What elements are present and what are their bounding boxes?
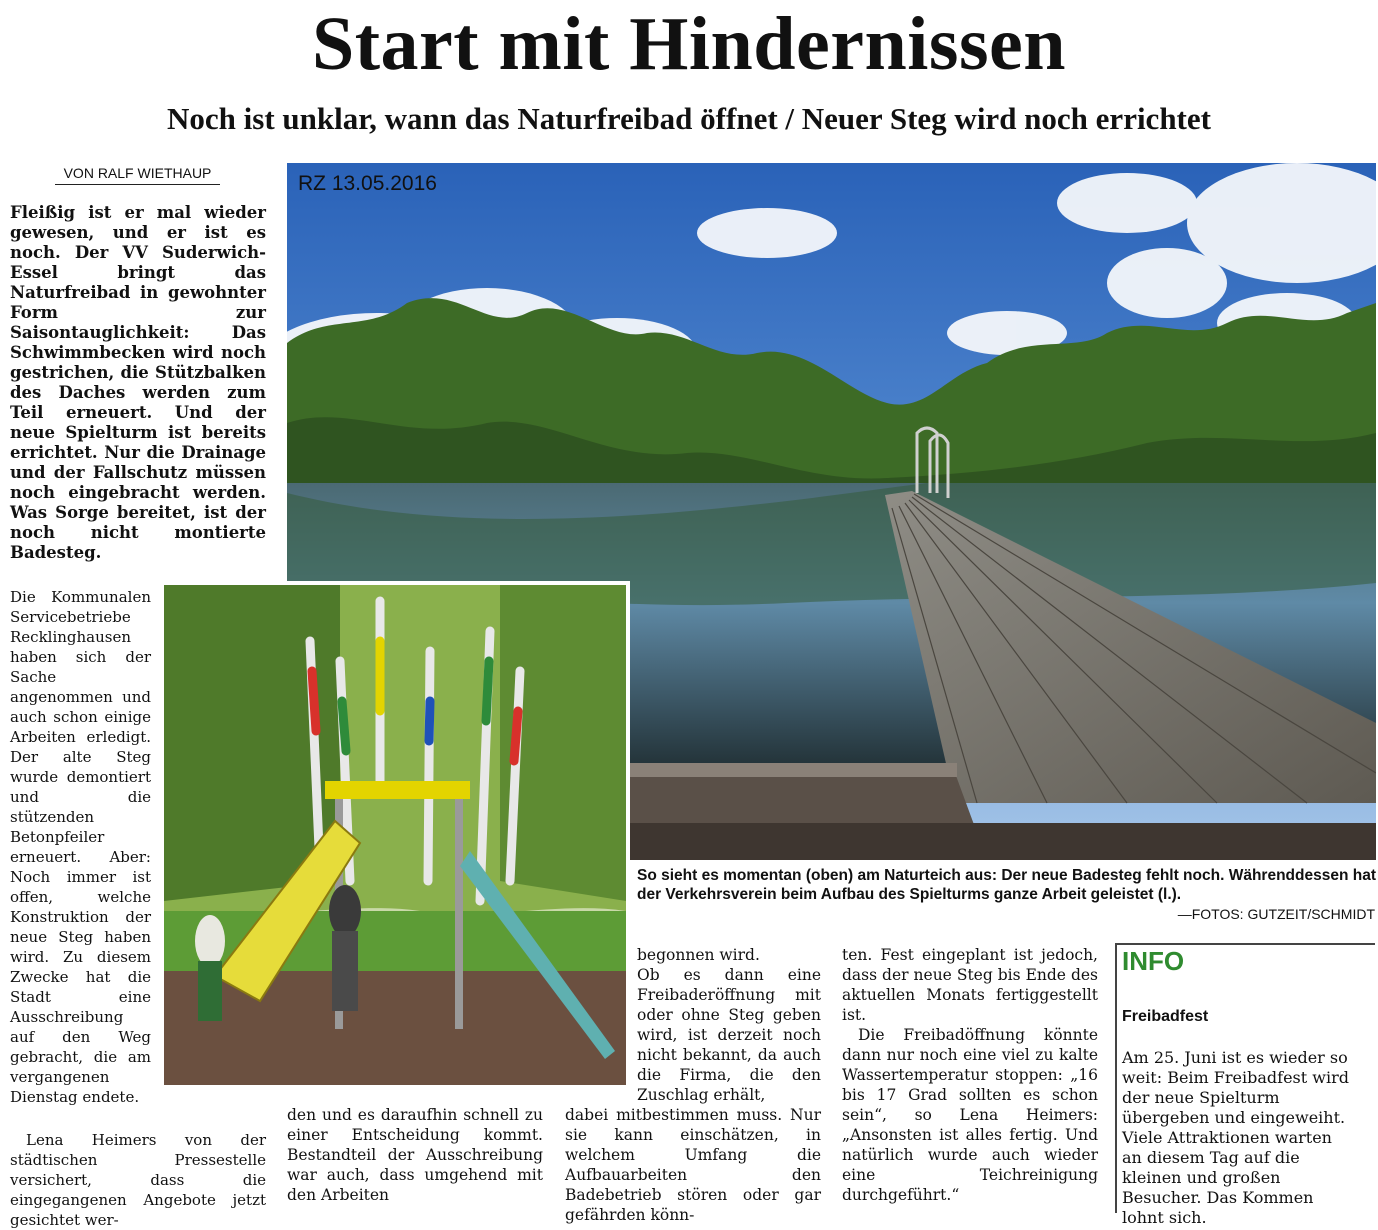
article-lead: Fleißig ist er mal wieder gewesen, und er ist es noch. Der VV Suderwich-Essel bringt das Naturfreibad in gewohnter Form zur Saisontauglichkeit: Das Schwimmbecken wird noch gestrichen, die Stützbalken des Daches werden zum Teil erneuert. Und der neue Spielturm ist bereits errichtet. Nur die Drainage und der Fallschutz müssen noch eingebracht werden. Was Sorge bereitet, ist der noch nicht montierte Badesteg. — [10, 203, 266, 562]
info-box-subtitle: Freibadfest — [1122, 1008, 1209, 1025]
photo-date-stamp: RZ 13.05.2016 — [298, 172, 437, 195]
paragraph: Ob es dann eine Freibaderöffnung mit oder ohne Steg geben wird, ist derzeit noch nicht bekannt, da auch die Firma, die den Zuschlag erhält, — [637, 966, 821, 1104]
info-box-body: Am 25. Juni ist es wieder so weit: Beim Freibadfest wird der neue Spielturm übergeben und eingeweiht. Viele Attraktionen warten an diesem Tag auf die kleinen und großen Besucher. Das Kommen lohnt sich. — [1122, 1048, 1349, 1227]
photo-credit: —FOTOS: GUTZEIT/SCHMIDT — [1177, 906, 1375, 922]
article-column-2: den und es daraufhin schnell zu einer Entscheidung kommt. Bestandteil der Ausschreibung war auch, dass umgehend mit den Arbeiten — [287, 1106, 543, 1204]
paragraph: Die Freibadöffnung könnte dann nur noch eine viel zu kalte Wassertemperatur stoppen: „16 bis 17 Grad sollten es schon sein“, so Lena Heimers: „Ansonsten ist alles fertig. Und natürlich wurde auch wieder eine Teichreinigung durchgeführt.“ — [842, 1026, 1098, 1204]
paragraph: Lena Heimers von der städtischen Pressestelle versichert, dass die eingegangenen Angebote jetzt gesichtet wer- — [10, 1131, 266, 1229]
byline: VON RALF WIETHAUP — [55, 163, 220, 185]
info-box-title: INFO — [1122, 946, 1185, 976]
article-column-5 — [842, 945, 1098, 1205]
inset-photo-play-tower — [160, 581, 630, 1089]
photo-caption: So sieht es momentan (oben) am Naturteich aus: Der neue Badesteg fehlt noch. Währenddessen hat der Verkehrsverein beim Aufbau des Spielturms ganze Arbeit geleistet (l.). — [637, 867, 1376, 903]
headline: Start mit Hindernissen — [311, 2, 1067, 86]
article-column-1: Die Kommunalen Servicebetriebe Recklinghausen haben sich der Sache angenommen und auch schon einige Arbeiten erledigt. Der alte Steg wurde demontiert und die stützenden Betonpfeiler erneuert. Aber: Noch immer ist offen, welche Konstruktion der neue Steg haben wird. Zu diesem Zwecke hat die Stadt eine Ausschreibung auf den Weg gebracht, die am vergangenen Dienstag endete. — [10, 588, 151, 1106]
article-column-4 — [637, 945, 821, 1105]
article-column-3: dabei mitbestimmen muss. Nur sie kann einschätzen, in welchem Umfang die Aufbauarbeiten den Badebetrieb stören oder gar gefährden könn- — [565, 1106, 821, 1224]
paragraph: begonnen wird. — [637, 946, 760, 964]
subheadline: Noch ist unklar, wann das Naturfreibad öffnet / Neuer Steg wird noch errichtet — [167, 101, 1211, 136]
info-box-divider — [1115, 943, 1117, 1213]
paragraph: ten. Fest eingeplant ist jedoch, dass der neue Steg bis Ende des aktuellen Monats fertiggestellt ist. — [842, 946, 1098, 1024]
article-column-1-continued — [10, 1130, 266, 1230]
